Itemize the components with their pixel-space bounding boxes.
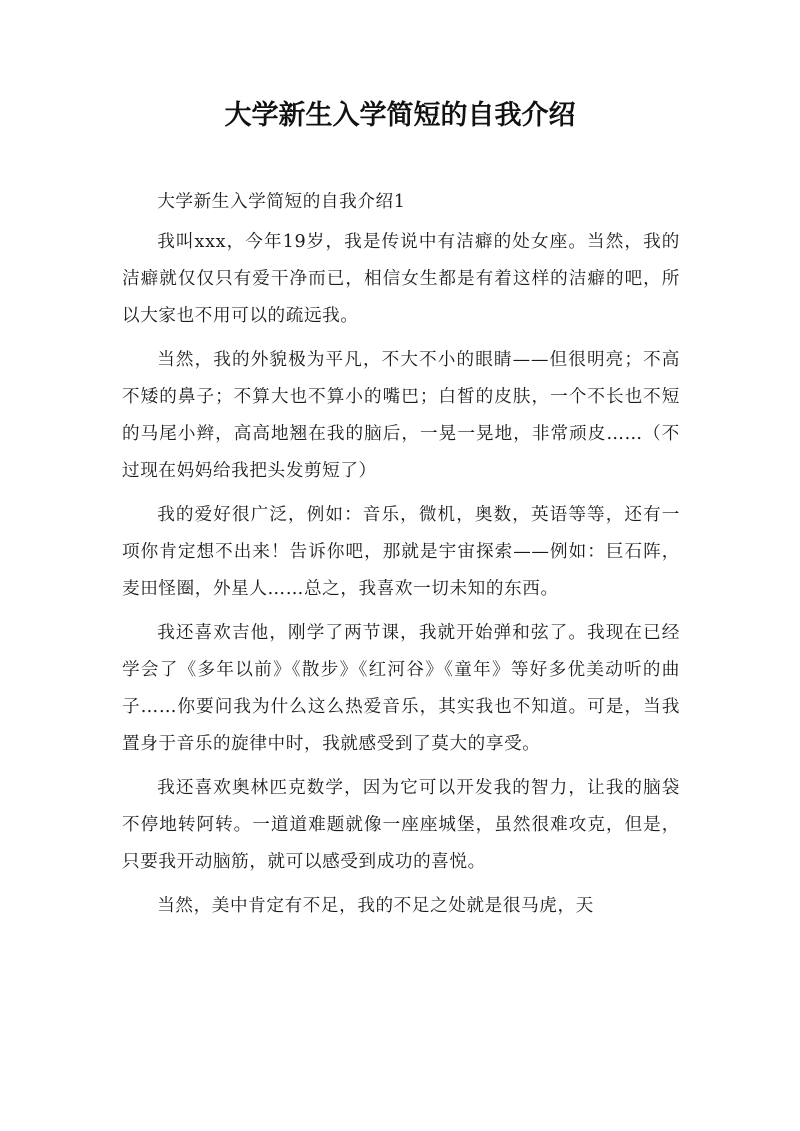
section-heading: 大学新生入学简短的自我介绍1: [157, 192, 406, 212]
paragraph: 当然，美中肯定有不足，我的不足之处就是很马虎，天: [157, 896, 594, 916]
paragraph: 我还喜欢吉他，刚学了两节课，我就开始弹和弦了。我现在已经学会了《多年以前》《散步》《红河谷》《童年》等好多优美动听的曲子……你要问我为什么这么热爱音乐，其实我也不知道。可是，当我置身于音乐的旋律中时，我就感受到了莫大的享受。: [122, 623, 680, 754]
paragraph: 我叫xxx，今年19岁，我是传说中有洁癖的处女座。当然，我的洁癖就仅仅只有爱干净而已，相信女生都是有着这样的洁癖的吧，所以大家也不用可以的疏远我。: [122, 232, 680, 326]
paragraph: 我的爱好很广泛，例如：音乐，微机，奥数，英语等等，还有一项你肯定想不出来！告诉你吧，那就是宇宙探索——例如：巨石阵，麦田怪圈，外星人……总之，我喜欢一切未知的东西。: [122, 505, 680, 599]
paragraph: 当然，我的外貌极为平凡，不大不小的眼睛——但很明亮；不高不矮的鼻子；不算大也不算小的嘴巴；白皙的皮肤，一个不长也不短的马尾小辫，高高地翘在我的脑后，一晃一晃地，非常顽皮……（不过现在妈妈给我把头发剪短了）: [122, 350, 680, 481]
document-body: [122, 184, 680, 932]
paragraph: 我还喜欢奥林匹克数学，因为它可以开发我的智力，让我的脑袋不停地转阿转。一道道难题就像一座座城堡，虽然很难攻克，但是，只要我开动脑筋，就可以感受到成功的喜悦。: [122, 778, 680, 872]
document-title: 大学新生入学简短的自我介绍: [224, 100, 576, 131]
